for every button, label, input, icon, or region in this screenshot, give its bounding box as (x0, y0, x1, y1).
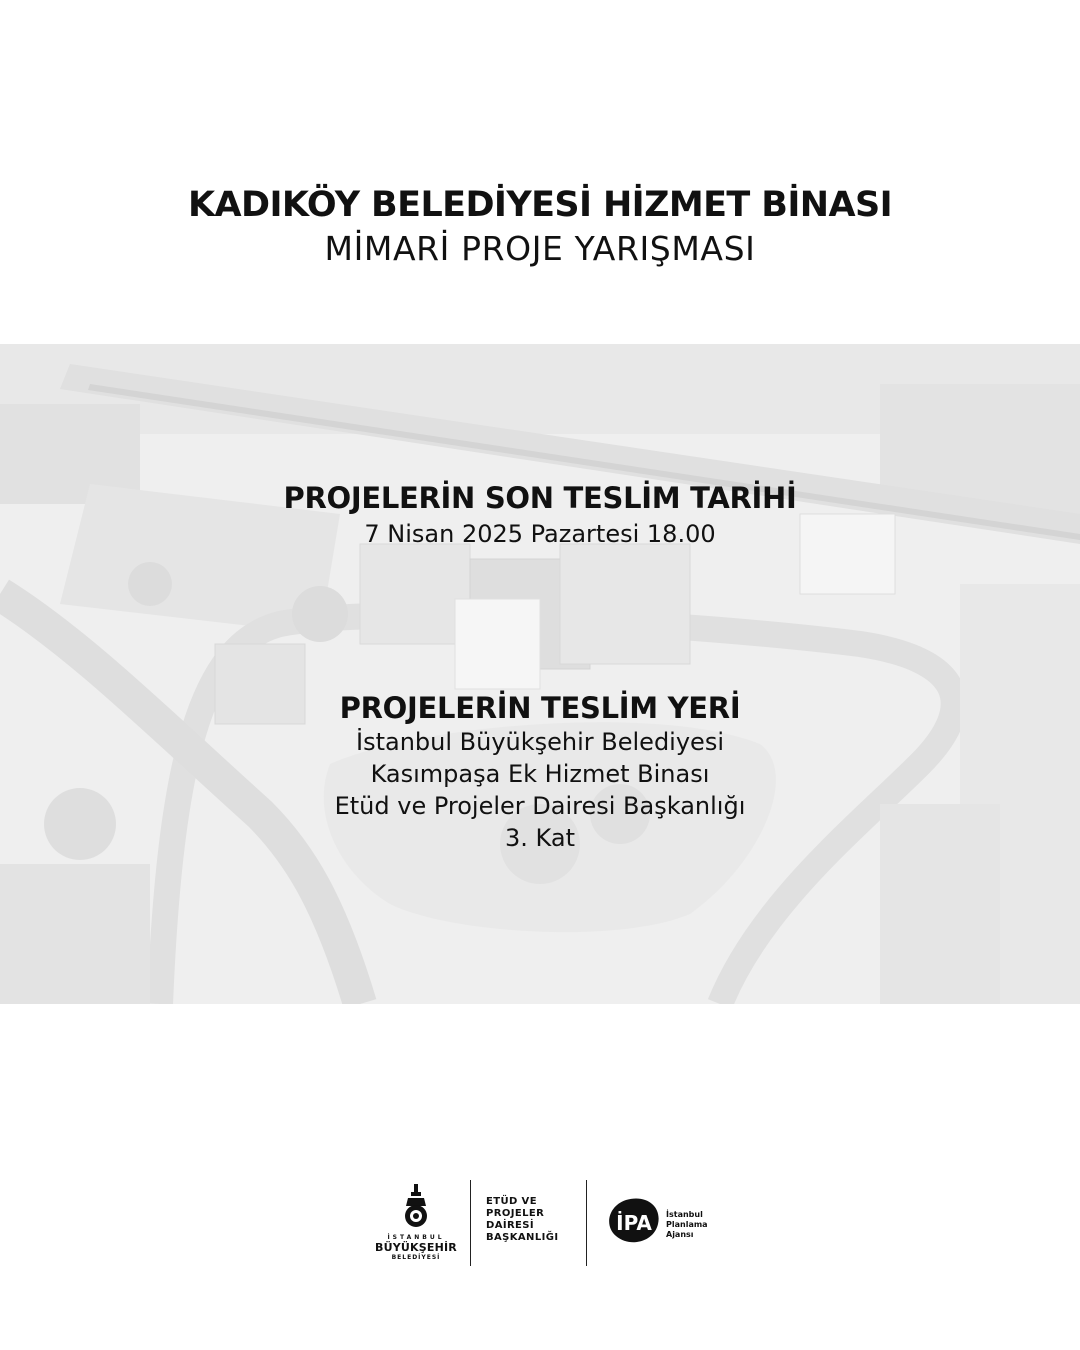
aerial-photo-illustration (0, 344, 1080, 1004)
etud-line: PROJELER (486, 1208, 545, 1219)
etud-logo (486, 1196, 558, 1244)
ipa-line: Planlama (666, 1220, 708, 1229)
aerial-photo-background (0, 344, 1080, 1004)
deadline-section (0, 480, 1080, 550)
ipa-line: Ajansı (666, 1230, 694, 1239)
ibb-logo (366, 1184, 466, 1261)
ipa-line: İstanbul (666, 1210, 703, 1219)
ipa-mark-text: İPA (616, 1211, 652, 1235)
delivery-place-line: İstanbul Büyükşehir Belediyesi (356, 728, 724, 756)
ipa-text (666, 1210, 708, 1240)
page-subtitle: MİMARİ PROJE YARIŞMASI (324, 229, 756, 268)
delivery-place-heading: PROJELERİN TESLİM YERİ (339, 691, 741, 725)
delivery-place-line: Etüd ve Projeler Dairesi Başkanlığı (334, 792, 746, 820)
deadline-value: 7 Nisan 2025 Pazartesi 18.00 (364, 520, 716, 548)
ibb-top-text: İSTANBUL (387, 1234, 445, 1241)
delivery-place-line: Kasımpaşa Ek Hizmet Binası (370, 760, 710, 788)
title-block (0, 184, 1080, 270)
logo-bar (0, 1180, 1080, 1270)
delivery-place-line: 3. Kat (505, 824, 575, 852)
delivery-place-section (0, 690, 1080, 854)
ibb-bottom-text: BELEDİYESİ (391, 1254, 441, 1261)
ibb-middle-text: BÜYÜKŞEHİR (375, 1241, 457, 1254)
etud-line: BAŞKANLIĞI (486, 1232, 559, 1243)
logo-divider (470, 1180, 471, 1266)
page-title: KADIKÖY BELEDİYESİ HİZMET BİNASI (187, 185, 892, 225)
ipa-mark-icon (606, 1196, 664, 1246)
etud-line: DAİRESİ (486, 1220, 535, 1231)
logo-divider (586, 1180, 587, 1266)
deadline-heading: PROJELERİN SON TESLİM TARİHİ (283, 481, 797, 515)
ibb-emblem-icon (399, 1184, 433, 1228)
ipa-logo (606, 1196, 726, 1256)
etud-line: ETÜD VE (486, 1196, 537, 1207)
